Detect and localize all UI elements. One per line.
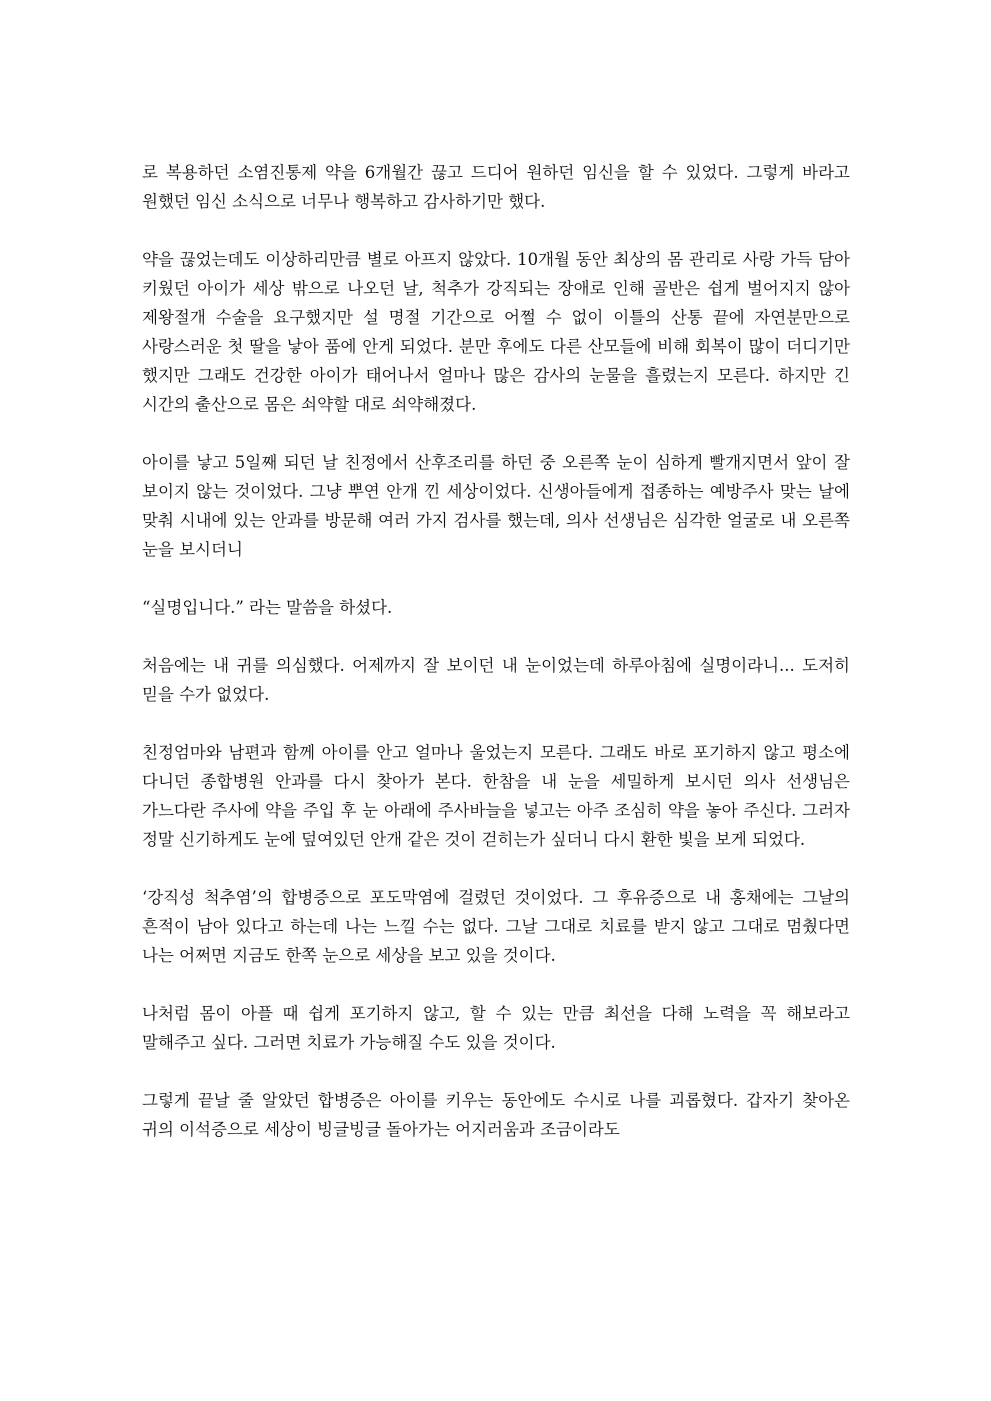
paragraph: ‘강직성 척추염’의 합병증으로 포도막염에 걸렸던 것이었다. 그 후유증으로 내 홍채에는 그날의 흔적이 남아 있다고 하는데 나는 느낄 수는 없다. 그날 그대로 치료를 받지 않고 그대로 멈췄다면 나는 어쩌면 지금도 한쪽 눈으로 세상을 보고 있을 것이다. [142, 888, 850, 965]
paragraph: 약을 끊었는데도 이상하리만큼 별로 아프지 않았다. 10개월 동안 최상의 몸 관리로 사랑 가득 담아 키웠던 아이가 세상 밖으로 나오던 날, 척추가 강직되는 장애로 인해 골반은 쉽게 벌어지지 않아 제왕절개 수술을 요구했지만 설 명절 기간으로 어쩔 수 없이 이틀의 산통 끝에 자연분만으로 사랑스러운 첫 딸을 낳아 품에 안게 되었다. 분만 후에도 다른 산모들에 비해 회복이 많이 더디기만 했지만 그래도 건강한 아이가 태어나서 얼마나 많은 감사의 눈물을 흘렸는지 모른다. 하지만 긴 시간의 출산으로 몸은 쇠약할 대로 쇠약해졌다. [142, 250, 850, 414]
paragraph: 아이를 낳고 5일째 되던 날 친정에서 산후조리를 하던 중 오른쪽 눈이 심하게 빨개지면서 앞이 잘 보이지 않는 것이었다. 그냥 뿌연 안개 낀 세상이었다. 신생아들에게 접종하는 예방주사 맞는 날에 맞춰 시내에 있는 안과를 방문해 여러 가지 검사를 했는데, 의사 선생님은 심각한 얼굴로 내 오른쪽 눈을 보시더니 [142, 453, 850, 559]
paragraph: 로 복용하던 소염진통제 약을 6개월간 끊고 드디어 원하던 임신을 할 수 있었다. 그렇게 바라고 원했던 임신 소식으로 너무나 행복하고 감사하기만 했다. [142, 163, 850, 211]
paragraph: 처음에는 내 귀를 의심했다. 어제까지 잘 보이던 내 눈이었는데 하루아침에 실명이라니... 도저히 믿을 수가 없었다. [142, 656, 850, 704]
document-body [142, 158, 850, 1144]
paragraph: “실명입니다.” 라는 말씀을 하셨다. [142, 598, 393, 617]
paragraph: 나처럼 몸이 아플 때 쉽게 포기하지 않고, 할 수 있는 만큼 최선을 다해 노력을 꼭 해보라고 말해주고 싶다. 그러면 치료가 가능해질 수도 있을 것이다. [142, 1004, 850, 1052]
paragraph: 친정엄마와 남편과 함께 아이를 안고 얼마나 울었는지 모른다. 그래도 바로 포기하지 않고 평소에 다니던 종합병원 안과를 다시 찾아가 본다. 한참을 내 눈을 세밀하게 보시던 의사 선생님은 가느다란 주사에 약을 주입 후 눈 아래에 주사바늘을 넣고는 아주 조심히 약을 놓아 주신다. 그러자 정말 신기하게도 눈에 덮여있던 안개 같은 것이 걷히는가 싶더니 다시 환한 빛을 보게 되었다. [142, 743, 850, 849]
paragraph: 그렇게 끝날 줄 알았던 합병증은 아이를 키우는 동안에도 수시로 나를 괴롭혔다. 갑자기 찾아온 귀의 이석증으로 세상이 빙글빙글 돌아가는 어지러움과 조금이라도 [142, 1091, 850, 1139]
